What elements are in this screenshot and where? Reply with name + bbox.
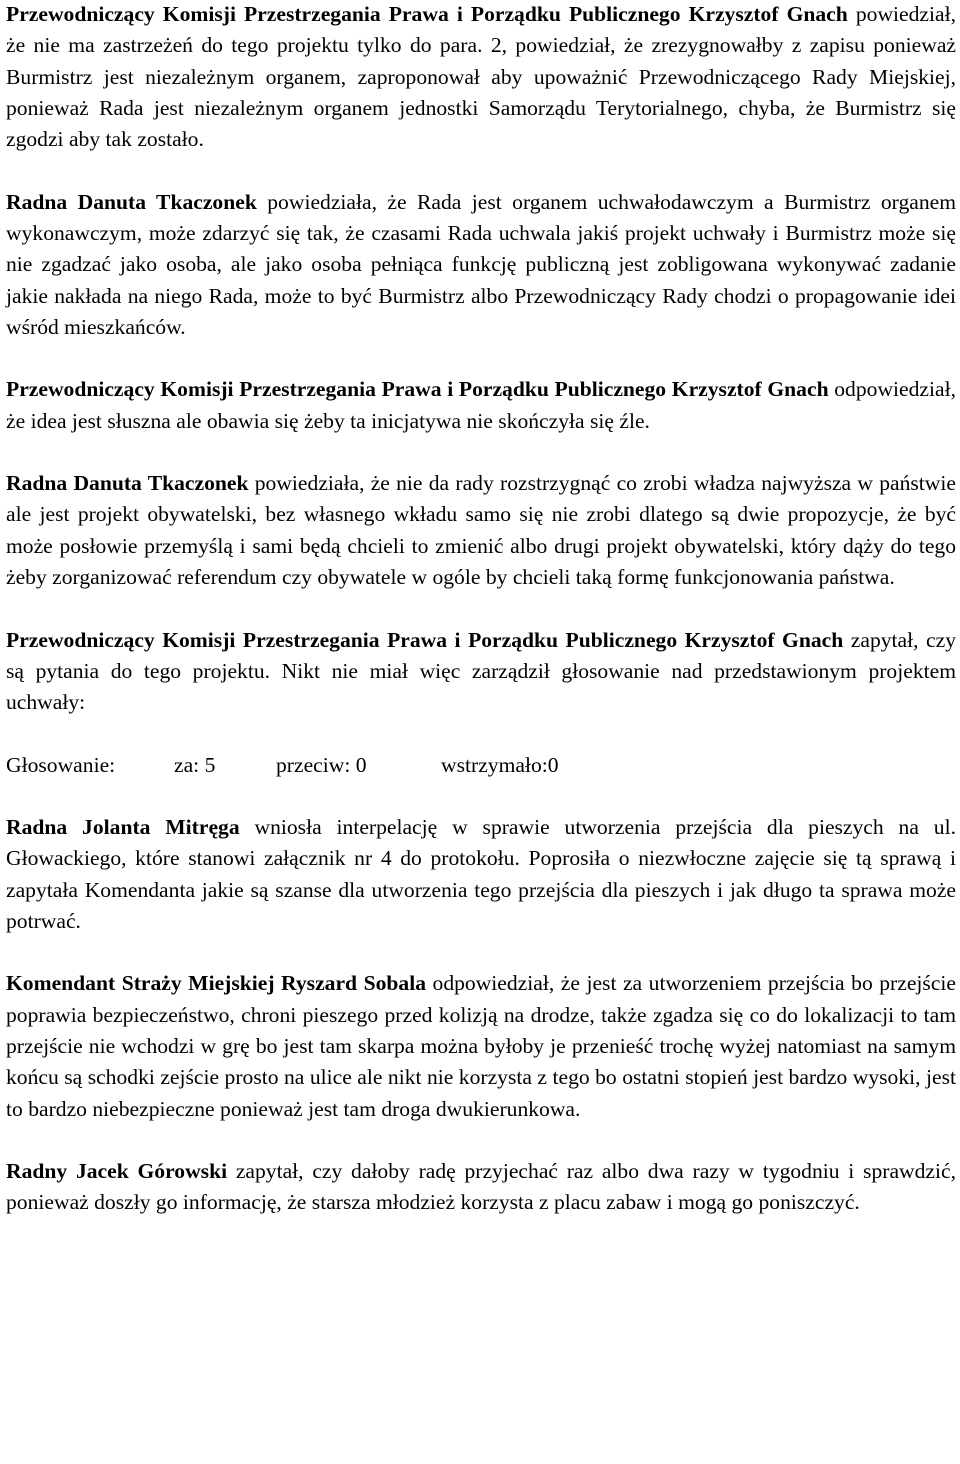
speaker-name: Przewodniczący Komisji Przestrzegania Prawa i Porządku Publicznego Krzysztof Gnach [6, 2, 848, 26]
paragraph-tkaczonek-2 [6, 468, 956, 593]
paragraph-gnach-1 [6, 0, 956, 155]
vote-against: przeciw: 0 [276, 752, 367, 777]
speaker-name: Przewodniczący Komisji Przestrzegania Prawa i Porządku Publicznego Krzysztof Gnach [6, 377, 829, 402]
paragraph-text: odpowiedział, że idea jest słuszna ale obawia się żeby ta inicjatywa nie skończyła się źle. [6, 377, 956, 433]
paragraph-sobala [6, 968, 956, 1124]
speaker-name: Komendant Straży Miejskiej Ryszard Sobala [6, 971, 426, 996]
paragraph-text: zapytał, czy są pytania do tego projektu. Nikt nie miał więc zarządził głosowanie nad przedstawionym projektem uchwały: [6, 627, 956, 715]
paragraph-gnach-3 [6, 625, 956, 719]
paragraph-text: powiedziała, że nie da rady rozstrzygnąć co zrobi władza najwyższa w państwie ale jest projekt obywatelski, bez własnego wkładu samo się nie zrobi dlatego są dwie propozycje, że być może posłowie przemyślą i sami będą chcieli to zmienić albo drugi projekt obywatelski, który dąży do tego żeby zorganizować referendum czy obywatele w ogóle by chcieli taką formę funkcjonowania państwa. [6, 471, 956, 590]
speaker-name: Radna Jolanta Mitręga [6, 815, 240, 840]
paragraph-mitrega [6, 812, 956, 937]
speaker-name: Przewodniczący Komisji Przestrzegania Prawa i Porządku Publicznego Krzysztof Gnach [6, 627, 844, 652]
paragraph-text: odpowiedział, że jest za utworzeniem przejścia bo przejście poprawia bezpieczeństwo, chroni pieszego przed kolizją na drodze, także zgadza się co do lokalizacji to tam przejście nie wchodzi w grę bo jest tam skarpa można byłoby je przenieść trochę wyżej natomiast na samym końcu są schodki zejście prosto na ulice ale nikt nie korzysta z tego bo ostatni stopień jest bardzo wysoki, jest to bardzo niebezpieczne ponieważ jest tam droga dwukierunkowa. [6, 971, 956, 1121]
paragraph-gnach-2 [6, 374, 956, 437]
paragraph-gorowski [6, 1156, 956, 1219]
vote-abstain: wstrzymało:0 [441, 752, 559, 777]
speaker-name: Radny Jacek Górowski [6, 1159, 228, 1184]
vote-result [6, 750, 956, 781]
vote-for: za: 5 [174, 752, 216, 777]
paragraph-text: zapytał, czy dałoby radę przyjechać raz albo dwa razy w tygodniu i sprawdzić, ponieważ doszły go informację, że starsza młodzież korzysta z placu zabaw i mogą go poniszczyć. [6, 1159, 956, 1215]
paragraph-text: wniosła interpelację w sprawie utworzenia przejścia dla pieszych na ul. Głowackiego, które stanowi załącznik nr 4 do protokołu. Poprosiła o niezwłoczne zajęcie się tą sprawą i zapytała Komendanta jakie są szanse dla utworzenia tego przejścia dla pieszych i jak długo ta sprawa może potrwać. [6, 815, 956, 933]
speaker-name: Radna Danuta Tkaczonek [6, 471, 249, 496]
paragraph-tkaczonek-1 [6, 187, 956, 343]
paragraph-text: powiedział, że nie ma zastrzeżeń do tego projektu tylko do para. 2, powiedział, że zrezygnowałby z zapisu ponieważ Burmistrz jest niezależnym organem, zaproponował aby upoważnić Przewodniczącego Rady Miejskiej, ponieważ Rada jest niezależnym organem jednostki Samorządu Terytorialnego, chyba, że Burmistrz się zgodzi aby tak zostało. [6, 2, 956, 152]
vote-label: Głosowanie: [6, 752, 116, 777]
paragraph-text: powiedziała, że Rada jest organem uchwałodawczym a Burmistrz organem wykonawczym, może zdarzyć się tak, że czasami Rada uchwala jakiś projekt uchwały i Burmistrz może się nie zgadzać jako osoba, ale jako osoba pełniąca funkcję publiczną jest zobligowana wykonywać zadanie jakie nakłada na niego Rada, może to być Burmistrz albo Przewodniczący Rady chodzi o propagowanie idei wśród mieszkańców. [6, 189, 957, 339]
speaker-name: Radna Danuta Tkaczonek [6, 189, 257, 214]
